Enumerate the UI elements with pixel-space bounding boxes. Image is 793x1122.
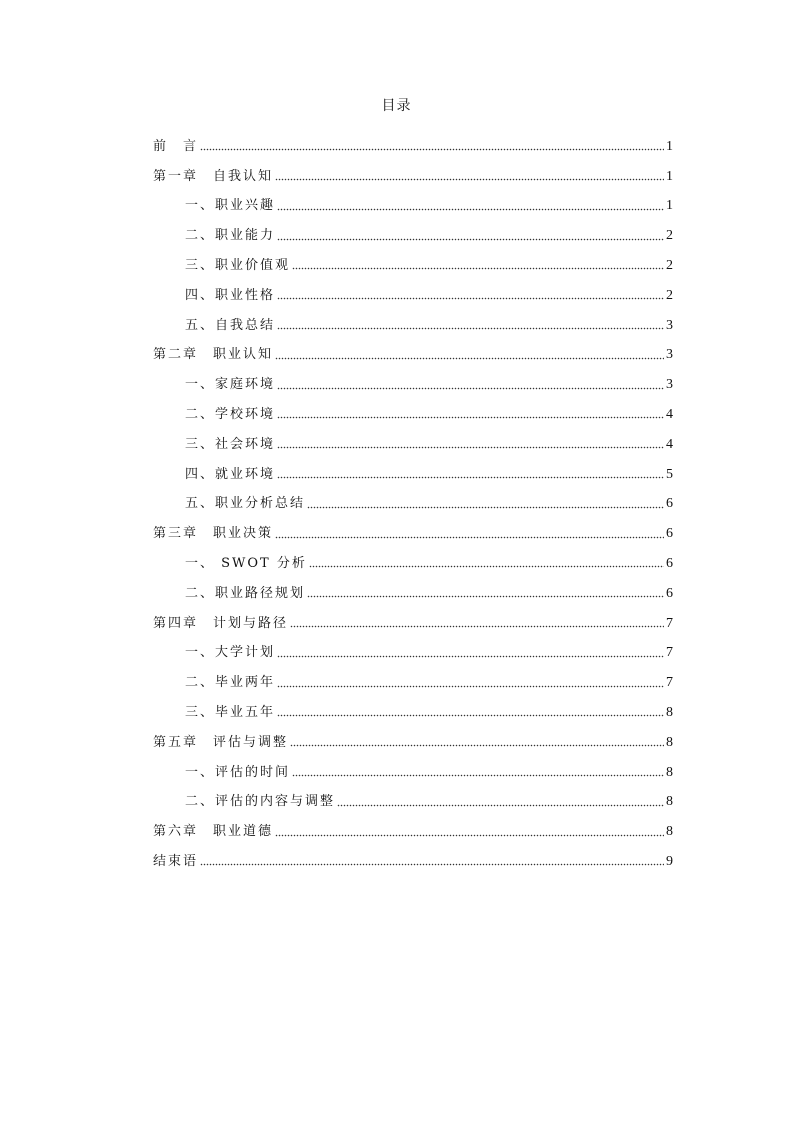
toc-entry[interactable]	[153, 334, 673, 364]
table-of-contents	[153, 125, 673, 870]
toc-entry[interactable]	[153, 512, 673, 542]
toc-dot-leader	[277, 386, 664, 390]
toc-entry[interactable]	[153, 125, 673, 155]
toc-dot-leader	[309, 565, 664, 569]
toc-dot-leader	[275, 833, 664, 837]
toc-dot-leader	[277, 327, 664, 331]
toc-entry-label: 三、社会环境	[185, 436, 276, 452]
toc-entry-label: 第五章 评估与调整	[153, 734, 289, 750]
toc-page-number: 4	[666, 406, 673, 422]
toc-dot-leader	[275, 356, 664, 360]
toc-page-number: 2	[666, 228, 673, 244]
toc-page-number: 6	[666, 526, 673, 542]
toc-entry-label: 一、家庭环境	[185, 377, 276, 393]
toc-entry[interactable]	[153, 423, 673, 453]
toc-entry-label: 一、职业兴趣	[185, 198, 276, 214]
toc-entry-label: 前 言	[153, 138, 199, 154]
toc-dot-leader	[277, 416, 664, 420]
toc-entry[interactable]	[153, 602, 673, 632]
toc-entry[interactable]	[153, 274, 673, 304]
toc-entry-label: 二、职业路径规划	[185, 585, 306, 601]
toc-page-number: 3	[666, 347, 673, 363]
toc-dot-leader	[277, 476, 664, 480]
toc-entry-label: 二、职业能力	[185, 228, 276, 244]
toc-page-number: 8	[666, 704, 673, 720]
toc-entry[interactable]	[153, 483, 673, 513]
toc-entry[interactable]	[153, 572, 673, 602]
toc-dot-leader	[275, 535, 664, 539]
toc-entry-label: 三、毕业五年	[185, 704, 276, 720]
toc-entry-label: 第二章 职业认知	[153, 347, 274, 363]
toc-dot-leader	[307, 505, 664, 509]
toc-entry-label: 二、毕业两年	[185, 675, 276, 691]
toc-entry-label: 结束语	[153, 853, 199, 869]
toc-entry-label: 二、评估的内容与调整	[185, 794, 336, 810]
toc-page-number: 4	[666, 436, 673, 452]
toc-page-number: 1	[666, 198, 673, 214]
toc-page-number: 7	[666, 645, 673, 661]
toc-entry[interactable]	[153, 244, 673, 274]
toc-entry[interactable]	[153, 363, 673, 393]
toc-entry[interactable]	[153, 393, 673, 423]
toc-page-number: 9	[666, 853, 673, 869]
toc-dot-leader	[277, 446, 664, 450]
toc-entry-label: 第三章 职业决策	[153, 526, 274, 542]
toc-page-number: 8	[666, 734, 673, 750]
toc-entry[interactable]	[153, 691, 673, 721]
toc-dot-leader	[307, 595, 664, 599]
toc-entry[interactable]	[153, 155, 673, 185]
toc-entry[interactable]	[153, 304, 673, 334]
toc-entry[interactable]	[153, 453, 673, 483]
toc-entry-label: 四、职业性格	[185, 287, 276, 303]
toc-page-number: 1	[666, 138, 673, 154]
toc-dot-leader	[292, 267, 664, 271]
toc-dot-leader	[277, 207, 664, 211]
toc-dot-leader	[277, 237, 664, 241]
toc-entry[interactable]	[153, 781, 673, 811]
toc-dot-leader	[277, 297, 664, 301]
page-title: 目录	[381, 98, 412, 114]
toc-page-number: 7	[666, 615, 673, 631]
toc-entry-label: 三、职业价值观	[185, 257, 291, 273]
toc-page-number: 1	[666, 168, 673, 184]
toc-dot-leader	[292, 774, 664, 778]
toc-dot-leader	[277, 654, 664, 658]
toc-entry[interactable]	[153, 185, 673, 215]
toc-entry[interactable]	[153, 214, 673, 244]
toc-page-number: 6	[666, 555, 673, 571]
toc-dot-leader	[275, 178, 664, 182]
toc-page-number: 2	[666, 257, 673, 273]
toc-dot-leader	[200, 148, 664, 152]
toc-entry-label: 五、职业分析总结	[185, 496, 306, 512]
toc-entry-label: 第六章 职业道德	[153, 824, 274, 840]
toc-page-number: 8	[666, 794, 673, 810]
toc-entry[interactable]	[153, 661, 673, 691]
toc-dot-leader	[200, 863, 664, 867]
toc-entry-label: 四、就业环境	[185, 466, 276, 482]
toc-dot-leader	[290, 625, 664, 629]
toc-page-number: 5	[666, 466, 673, 482]
toc-page-number: 7	[666, 675, 673, 691]
toc-entry-label: 一、 SWOT 分析	[185, 555, 307, 571]
toc-page-number: 8	[666, 764, 673, 780]
toc-entry-label: 五、自我总结	[185, 317, 276, 333]
toc-entry[interactable]	[153, 810, 673, 840]
toc-entry[interactable]	[153, 840, 673, 870]
toc-entry-label: 一、大学计划	[185, 645, 276, 661]
toc-entry[interactable]	[153, 542, 673, 572]
toc-dot-leader	[290, 744, 664, 748]
toc-dot-leader	[337, 803, 664, 807]
toc-entry-label: 第一章 自我认知	[153, 168, 274, 184]
toc-page-number: 3	[666, 317, 673, 333]
toc-entry[interactable]	[153, 751, 673, 781]
toc-entry-label: 第四章 计划与路径	[153, 615, 289, 631]
toc-page-number: 3	[666, 377, 673, 393]
toc-page-number: 6	[666, 496, 673, 512]
toc-page-number: 2	[666, 287, 673, 303]
toc-entry-label: 二、学校环境	[185, 406, 276, 422]
toc-dot-leader	[277, 714, 664, 718]
toc-entry[interactable]	[153, 632, 673, 662]
toc-page-number: 8	[666, 824, 673, 840]
toc-entry-label: 一、评估的时间	[185, 764, 291, 780]
toc-dot-leader	[277, 684, 664, 688]
toc-page-number: 6	[666, 585, 673, 601]
toc-entry[interactable]	[153, 721, 673, 751]
